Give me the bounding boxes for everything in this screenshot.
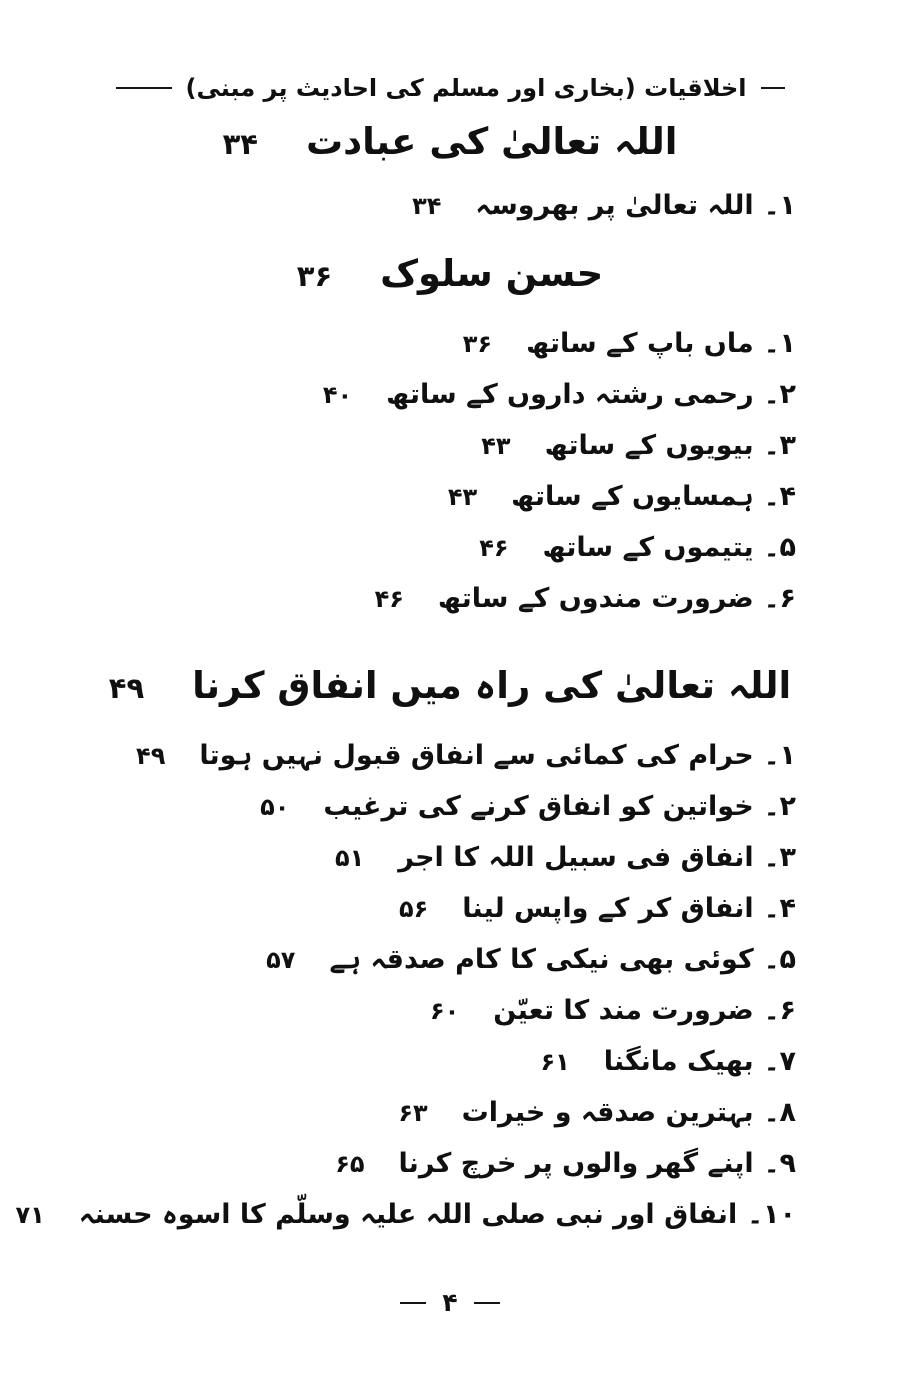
toc-item-number: ۱۔ [763, 740, 796, 771]
toc-item [0, 532, 900, 583]
toc-item [0, 328, 900, 379]
toc-item-title: ہمسایوں کے ساتھ [511, 481, 754, 512]
footer-rule-right [474, 1302, 500, 1304]
toc-item-page-number: ۵۰ [260, 793, 290, 821]
section-heading-spending [0, 664, 900, 707]
toc-item-number: ۵۔ [763, 532, 796, 563]
toc-item-number: ۶۔ [763, 995, 796, 1026]
toc-item-number: ۳۔ [763, 430, 796, 461]
toc-item-page-number: ۴۶ [374, 585, 404, 613]
toc-item-page-number: ۳۴ [412, 192, 442, 220]
toc-item [0, 842, 900, 893]
section-title: اللہ تعالیٰ کی راہ میں انفاق کرنا [192, 664, 792, 707]
toc-item [0, 893, 900, 944]
toc-item-title: بیویوں کے ساتھ [544, 430, 754, 461]
section-heading-good-conduct [0, 252, 900, 295]
toc-item-title: انفاق اور نبی صلی اللہ علیہ وسلّم کا اسوہ حسنہ [78, 1199, 738, 1230]
section-page-number: ۳۴ [222, 127, 258, 161]
toc-item-page-number: ۴۳ [481, 432, 511, 460]
toc-item-page-number: ۵۱ [335, 844, 365, 872]
toc-item-number: ۲۔ [763, 791, 796, 822]
toc-item-page-number: ۶۰ [429, 997, 460, 1025]
toc-item-page-number: ۴۳ [447, 483, 478, 511]
toc-item-number: ۸۔ [763, 1097, 796, 1128]
toc-item [0, 583, 900, 634]
header-rule-right [761, 87, 785, 89]
toc-item-number: ۴۔ [763, 893, 796, 924]
toc-item-title: انفاق فی سبیل اللہ کا اجر [398, 842, 754, 873]
toc-item [0, 1199, 900, 1250]
footer-page-number: ۴ [442, 1288, 458, 1317]
toc-item [0, 1148, 900, 1199]
toc-item-page-number: ۷۱ [15, 1201, 45, 1229]
running-header-title: اخلاقیات (بخاری اور مسلم کی احادیث پر مبنی) [185, 74, 747, 102]
toc-item-title: رحمی رشتہ داروں کے ساتھ [386, 379, 754, 410]
toc-item-title: خواتین کو انفاق کرنے کی ترغیب [323, 791, 754, 822]
toc-item [0, 190, 900, 241]
toc-item-number: ۶۔ [763, 583, 796, 614]
toc-item [0, 1046, 900, 1097]
section-title: حسن سلوک [380, 252, 604, 295]
toc-item-page-number: ۶۵ [335, 1150, 365, 1178]
toc-item-title: ضرورت مندوں کے ساتھ [437, 583, 754, 614]
toc-item-page-number: ۴۶ [479, 534, 509, 562]
section-page-number: ۳۶ [296, 259, 333, 293]
toc-item [0, 481, 900, 532]
toc-item-title: انفاق کر کے واپس لینا [462, 893, 754, 924]
toc-item-title: یتیموں کے ساتھ [542, 532, 754, 563]
toc-item [0, 740, 900, 791]
toc-item-number: ۱۔ [763, 328, 796, 359]
toc-item-number: ۱۔ [763, 190, 796, 221]
toc-item-number: ۱۰۔ [747, 1199, 796, 1230]
toc-item-number: ۲۔ [763, 379, 796, 410]
section-heading-worship [0, 120, 900, 163]
toc-item-title: کوئی بھی نیکی کا کام صدقہ ہے [329, 944, 754, 975]
toc-item-title: ماں باپ کے ساتھ [526, 328, 754, 359]
toc-item-title: بھیک مانگنا [603, 1046, 754, 1077]
toc-item-title: بہترین صدقہ و خیرات [461, 1097, 754, 1128]
toc-item-number: ۹۔ [763, 1148, 796, 1179]
toc-item-title: ضرورت مند کا تعیّن [493, 995, 754, 1026]
running-header [0, 74, 900, 102]
section-page-number: ۴۹ [108, 671, 145, 705]
toc-item-title: اللہ تعالیٰ پر بھروسہ [475, 190, 754, 221]
toc-item-number: ۷۔ [763, 1046, 796, 1077]
toc-item [0, 379, 900, 430]
toc-item [0, 1097, 900, 1148]
toc-item-page-number: ۴۹ [136, 742, 166, 770]
header-rule-left [116, 87, 172, 89]
toc-item-page-number: ۶۱ [540, 1048, 570, 1076]
toc-item-title: حرام کی کمائی سے انفاق قبول نہیں ہوتا [199, 740, 754, 771]
toc-item-page-number: ۴۰ [322, 381, 353, 409]
toc-item-page-number: ۵۷ [266, 946, 296, 974]
toc-item [0, 944, 900, 995]
section-items-good-conduct [0, 328, 900, 634]
toc-item [0, 791, 900, 842]
section-items-worship [0, 190, 900, 241]
toc-item [0, 430, 900, 481]
toc-item-number: ۴۔ [763, 481, 796, 512]
toc-item-page-number: ۳۶ [462, 330, 493, 358]
toc-item-page-number: ۵۶ [399, 895, 429, 923]
toc-item-number: ۵۔ [763, 944, 796, 975]
section-items-spending [0, 740, 900, 1250]
footer-rule-left [400, 1302, 426, 1304]
toc-item [0, 995, 900, 1046]
section-title: اللہ تعالیٰ کی عبادت [306, 120, 678, 163]
page-footer [0, 1288, 900, 1317]
toc-item-number: ۳۔ [763, 842, 796, 873]
toc-item-page-number: ۶۳ [398, 1099, 428, 1127]
toc-item-title: اپنے گھر والوں پر خرچ کرنا [398, 1148, 754, 1179]
